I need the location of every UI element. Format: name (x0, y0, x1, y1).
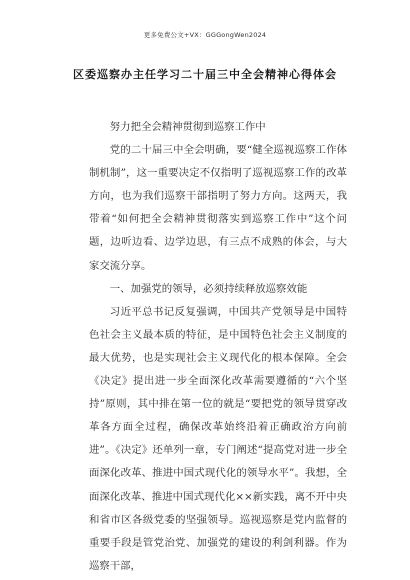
document-subtitle: 努力把全会精神贯彻到巡察工作中 (109, 121, 266, 133)
header-note: 更多免费公文+VX：GGGongWen2024 (143, 31, 267, 39)
section-heading: 一、加强党的领导，必须持续释放巡察效能 (109, 282, 308, 295)
document-title: 区委巡察办主任学习二十届三中全会精神心得体会 (73, 68, 337, 81)
document-body (89, 116, 347, 578)
intro-paragraph: 党的二十届三中全会明确，要“健全巡视巡察工作体制机制”，这一重要决定不仅指明了巡视巡察工作的改革方向，也为我们巡察干部指明了努力方向。这两天，我带着“如何把全会精神贯彻落实到巡察工作中”这个问题，边听边看、边学边思，有三点不成熟的体会，与大家交流分享。 (89, 144, 347, 272)
section-paragraph: 习近平总书记反复强调，中国共产党领导是中国特色社会主义最本质的特征，是中国特色社会主义制度的最大优势，也是实现社会主义现代化的根本保障。全会《决定》提出进一步全面深化改革需要遵循的“六个坚持”原则，其中排在第一位的就是“要把党的领导贯穿改革各方面全过程，确保改革始终沿着正确政治方向前进”。《决定》还单列一章，专门阐述“提高党对进一步全面深化改革、推进中国式现代化的领导水平”。我想，全面深化改革、推进中国式现代化××新实践，离不开中央和省市区各级党委的坚强领导。巡视巡察是党内监督的重要手段是管党治党、加强党的建设的利剑利器。作为巡察干部， (89, 305, 347, 572)
